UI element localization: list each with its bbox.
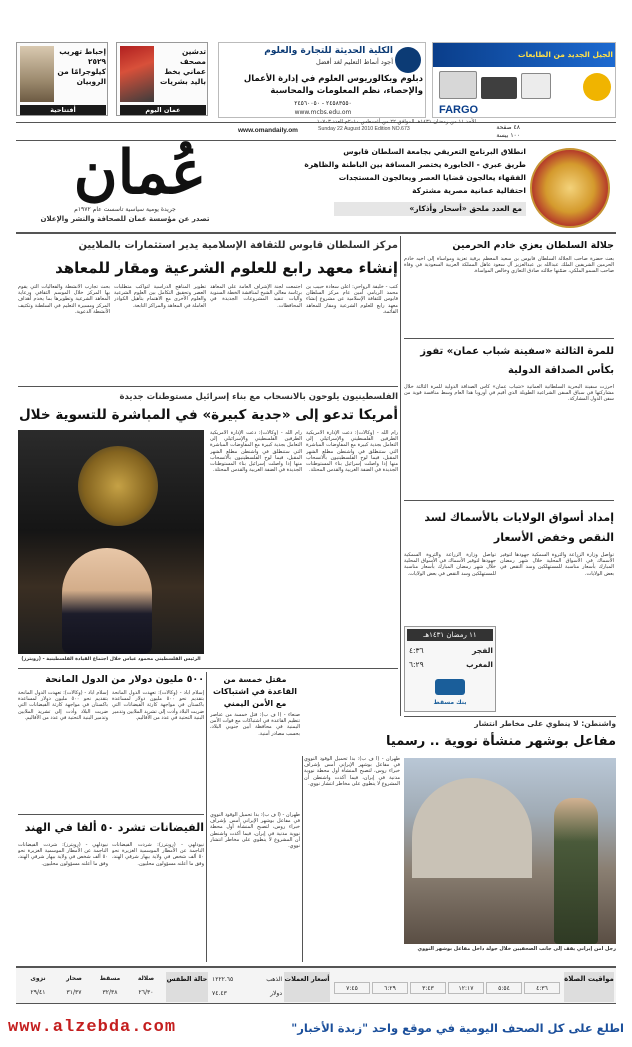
iran-column-divider bbox=[302, 756, 303, 962]
fargo-printer-2 bbox=[481, 77, 517, 99]
college-phone: ٢٤٥٨٣٥٥٠ - ٢٤٥٦٠٠٥٠ bbox=[294, 100, 352, 107]
pakistan-body-col-1: إسلام آباد - (وكالات): تعهدت الدول المانحة بتقديم نحو ٥٠٠ مليون دولار لمساعدة باكستان في مواجهة كارثة الفيضانات التي ضربت البلاد وأدت إلى تشريد الملايين وتدمير البنية التحتية في عدد من الأقاليم. bbox=[112, 690, 204, 721]
floods-headline[interactable]: الفيضانات تشرد ٥٠ ألفا في الهند bbox=[24, 821, 204, 834]
masthead-bottom-rule bbox=[16, 232, 616, 234]
ad-left-text: إحباط تهريب ٢٥٢٩ كيلوجرامًا من الروبيان bbox=[57, 47, 106, 86]
college-web[interactable]: www.mcbs.edu.om bbox=[294, 109, 352, 116]
masthead-date-en: Sunday 22 August 2010 Edition NO.673 bbox=[318, 126, 410, 132]
masthead-website[interactable]: www.omandaily.om bbox=[238, 127, 298, 134]
palestine-photo bbox=[18, 430, 204, 654]
college-ad[interactable] bbox=[218, 42, 426, 118]
fargo-note: الجيل الجديد من الطابعات bbox=[518, 50, 613, 59]
yemen-headline[interactable]: مقتل خمسة من القاعدة في اشتباكات مع الأمن اليمني bbox=[212, 675, 298, 708]
palestine-photo-person bbox=[62, 548, 152, 654]
banner-slogan: اطلع على كل الصحف اليومية في موقع واحد "زبدة الأخبار" bbox=[291, 1021, 624, 1035]
palestine-photo-emblem bbox=[78, 446, 158, 526]
fish-body-col2: تواصل وزارة الزراعة والثروة السمكية جهودها لتوفير الأسماك في الأسواق المحلية خلال شهر رمضان المبارك بأسعار مناسبة للمستهلكين وسد النقص في بعض الولايات. bbox=[404, 552, 496, 577]
prayer-maghrib-time: ٦:٢٩ bbox=[409, 660, 424, 669]
lead-col-2: اجتمعت لجنة الإشراف العامة على المعاهد برئاسة معالي الشيخ لمناقشة الخطة السنوية وآليات تنفيذ المشروعات الجديدة في المحافظات. bbox=[210, 284, 302, 309]
left-top-headline[interactable]: جلالة السلطان يعزي خادم الحرمين bbox=[452, 240, 614, 251]
footer-city-4-name: نزوى bbox=[30, 975, 46, 982]
bank-logo bbox=[435, 679, 465, 695]
prayer-box-title: ١١ رمضان ١٤٣١هـ bbox=[407, 629, 493, 641]
footer-info-bar bbox=[16, 966, 616, 1004]
footer-prayer-title: مواقيت الصلاة bbox=[564, 972, 614, 1002]
palestine-bottom-rule bbox=[18, 668, 398, 669]
footer-prayer-cell-1: ٤:٣٦ bbox=[524, 982, 560, 994]
iran-photo-building bbox=[412, 778, 532, 878]
palestine-caption: الرئيس الفلسطيني محمود عباس خلال اجتماع القيادة الفلسطينية - (رويترز) bbox=[21, 657, 201, 662]
floods-body-col-1: نيودلهي - (رويترز): شردت الفيضانات الناجمة عن الأمطار الموسمية الغزيرة نحو ٥٠ ألف شخص في ولاية بيهار شرقي الهند، وفق ما أعلنه مسؤولون محليون. bbox=[112, 842, 204, 867]
teaser-item-2[interactable]: طريق عبري - الخابورة يختصر المسافة بين الباطنة والظاهرة bbox=[304, 160, 526, 169]
footer-city-4-value: ٢٩/٤١ bbox=[30, 989, 46, 996]
footer-oil-label: دولار bbox=[270, 990, 282, 997]
iran-caption: رجل أمن إيراني يقف إلى جانب الصحفيين خلال جولة داخل مفاعل بوشهر النووي bbox=[417, 946, 616, 952]
footer-prayer-cell-6: ٧:٤٥ bbox=[334, 982, 370, 994]
prayer-fajr-label: الفجر bbox=[472, 646, 493, 655]
teaser-item-4[interactable]: احتفالية عمانية مصرية مشتركة bbox=[412, 186, 526, 195]
right-column-divider bbox=[400, 236, 401, 716]
college-line2: أجود أنماط التعليم لغد أفضل bbox=[315, 58, 393, 66]
ad-box-left[interactable] bbox=[16, 42, 108, 116]
iran-body-col-1: طهران - (أ ف ب): بدأ تحميل الوقود النووي في مفاعل بوشهر الإيراني أمس بإشراف خبراء روس، لتصبح المنشأة أول محطة نووية مدنية في إيران، فيما أكدت واشنطن أن المشروع لا ينطوي على مخاطر انتشار نووي. bbox=[304, 756, 400, 787]
fargo-logo bbox=[583, 73, 611, 101]
footer-prayer-cell-3: ١٢:١٧ bbox=[448, 982, 484, 994]
footer-city-2-value: ٣٢/٣٨ bbox=[102, 989, 118, 996]
left-rule-2 bbox=[404, 500, 614, 501]
ad-box-mid[interactable] bbox=[116, 42, 208, 116]
footer-oil-value: ٧٤.٤٣ bbox=[212, 990, 227, 997]
lead-col-3: تطوير المناهج الدراسية لتواكب متطلبات العصر وتحقيق التكامل بين العلوم الشرعية والعلوم الأخرى مع الاهتمام بتأهيل الكوادر العاملة في المعاهد والمراكز التابعة. bbox=[114, 284, 206, 309]
bank-note: بنك مسقط bbox=[433, 699, 467, 706]
lead-headline[interactable]: إنشاء معهد رابع للعلوم الشرعية ومقار للمعاهد bbox=[55, 259, 398, 277]
floods-body-col-2: نيودلهي - (رويترز): شردت الفيضانات الناجمة عن الأمطار الموسمية الغزيرة نحو ٥٠ ألف شخص في ولاية بيهار شرقي الهند، وفق ما أعلنه مسؤولون محليون. bbox=[18, 842, 108, 867]
lead-bottom-rule bbox=[18, 386, 398, 387]
iran-photo bbox=[404, 758, 616, 944]
lead-col-4: بحث تجارب الأنشطة والفعاليات التي يقوم بها المركز خلال الموسم الثقافي ورعاية المعاهد الشرعية وتطويرها بما يخدم أهداف المركز ومسيرة التعليم في السلطنة وتكثيف الأنشطة الدعوية. bbox=[18, 284, 110, 315]
iran-top-rule bbox=[404, 716, 616, 717]
footer-weather-title: حالة الطقس bbox=[166, 972, 208, 1002]
college-line3: دبلوم وبكالوريوس العلوم في إدارة الأعمال bbox=[243, 74, 423, 84]
fish-body: تواصل وزارة الزراعة والثروة السمكية جهودها لتوفير الأسماك في الأسواق المحلية خلال شهر رمضان المبارك بأسعار مناسبة للمستهلكين وسد النقص في بعض الولايات. bbox=[500, 552, 614, 577]
pakistan-bottom-rule bbox=[18, 814, 204, 815]
prayer-box bbox=[404, 626, 496, 712]
fish-headline[interactable]: إمداد أسواق الولايات بالأسماك لسد النقص وخفض الأسعار bbox=[424, 511, 614, 544]
footer-city-1-name: صلالة bbox=[137, 975, 155, 982]
masthead-tagline: جريدة يومية سياسية تأسست عام ١٩٧٢م bbox=[74, 206, 176, 213]
pakistan-headline[interactable]: ٥٠٠ مليون دولار من الدول المانحة bbox=[45, 674, 204, 685]
iran-headline[interactable]: مفاعل بوشهر منشأة نووية .. رسميا bbox=[386, 734, 616, 749]
ad-left-photo bbox=[20, 46, 54, 102]
prayer-fajr-time: ٤:٣٦ bbox=[409, 646, 424, 655]
teaser-item-3[interactable]: الفقهاء يعالجون قضايا العصر ويعالجون المستجدات bbox=[338, 173, 526, 182]
footer-prayer-cell-5: ٦:٢٩ bbox=[372, 982, 408, 994]
footer-city-3-value: ٣١/٣٧ bbox=[66, 989, 82, 996]
ship-headline[interactable]: للمرة الثالثة «سفينة شباب عمان» تفوز بكأس الصداقة الدولية bbox=[420, 346, 614, 376]
ad-mid-photo bbox=[120, 46, 154, 102]
footer-gold-value: ١٢٢٢.٦٥ bbox=[212, 976, 234, 983]
teaser-item-1[interactable]: انطلاق البرنامج التعريفي بجامعة السلطان قابوس bbox=[343, 147, 526, 156]
yemen-body: صنعاء - (أ ف ب): قتل خمسة من عناصر تنظيم القاعدة في اشتباكات مع قوات الأمن اليمنية في محافظة أبين جنوبي البلاد، بحسب مصادر أمنية. bbox=[210, 712, 300, 737]
ship-body: أحرزت سفينة البحرية السلطانية العمانية «شباب عمان» كأس الصداقة الدولية للمرة الثالثة خلال مشاركتها في سباق السفن الشراعية الطويلة الذي أقيم في أوروبا هذا العام وسط منافسة قوية من سفن الدول المشاركة. bbox=[404, 384, 614, 403]
footer-city-1-value: ٢٦/٣٠ bbox=[138, 989, 154, 996]
iran-photo-guard bbox=[554, 798, 598, 944]
iran-body-col-2: طهران - (أ ف ب): بدأ تحميل الوقود النووي في مفاعل بوشهر الإيراني أمس بإشراف خبراء روس، لتصبح المنشأة أول محطة نووية مدنية في إيران، فيما أكدت واشنطن أن المشروع لا ينطوي على مخاطر انتشار نووي. bbox=[210, 812, 300, 850]
fargo-printer-3 bbox=[521, 73, 551, 99]
footer-prayer-cell-2: ٥:٥٤ bbox=[486, 982, 522, 994]
palestine-body-col-2: رام الله - (وكالات): دعت الإدارة الأمريكية الطرفين الفلسطيني والإسرائيلي إلى التعامل بجدية كبيرة مع المفاوضات المباشرة التي ستنطلق في واشنطن مطلع الشهر المقبل، فيما لوح الفلسطينيون بالانسحاب منها إذا واصلت إسرائيل بناء المستوطنات الجديدة في الضفة الغربية والقدس المحتلة. bbox=[210, 430, 302, 474]
bottom-banner[interactable] bbox=[0, 1010, 632, 1047]
masthead-date-ar: الأحد ١١ من رمضان ١٤٣١هـ الموافق ٢٢ من أغسطس ٢٠١٠م العدد ١٠٧٠٣ bbox=[316, 119, 476, 125]
footer-city-2-name: مسقط bbox=[99, 975, 121, 982]
footer-city-3-name: صحار bbox=[66, 975, 82, 982]
masthead-teaser-list bbox=[244, 146, 526, 226]
fargo-brand: FARGO bbox=[439, 104, 479, 116]
masthead-emblem bbox=[530, 148, 610, 228]
footer-city-3 bbox=[56, 972, 92, 1002]
ad-mid-badge: عمان اليوم bbox=[120, 105, 206, 115]
footer-prayer-cell-4: ٣:٤٣ bbox=[410, 982, 446, 994]
palestine-headline[interactable]: أمريكا تدعو إلى «جدية كبيرة» في المباشرة للتسوية خلال bbox=[18, 407, 398, 423]
masthead-logo: عُمان bbox=[73, 140, 207, 206]
left-rule-1 bbox=[404, 338, 614, 339]
masthead-supplement[interactable]: مع العدد ملحق «أسحار وأذكار» bbox=[334, 202, 526, 216]
footer-city-2 bbox=[92, 972, 128, 1002]
ad-left-badge: أفتتاحية bbox=[20, 105, 106, 115]
fargo-ad[interactable] bbox=[432, 42, 616, 118]
palestine-body-col-1: رام الله - (وكالات): دعت الإدارة الأمريكية الطرفين الفلسطيني والإسرائيلي إلى التعامل بجدية كبيرة مع المفاوضات المباشرة التي ستنطلق في واشنطن مطلع الشهر المقبل، فيما لوح الفلسطينيون بالانسحاب منها إذا واصلت إسرائيل بناء المستوطنات الجديدة في الضفة الغربية والقدس المحتلة. bbox=[306, 430, 398, 474]
banner-url[interactable]: www.alzebda.com bbox=[8, 1018, 177, 1037]
pakistan-body-col-2: إسلام آباد - (وكالات): تعهدت الدول المانحة بتقديم نحو ٥٠٠ مليون دولار لمساعدة باكستان في مواجهة كارثة الفيضانات التي ضربت البلاد وأدت إلى تشريد الملايين وتدمير البنية التحتية في عدد من الأقاليم. bbox=[18, 690, 108, 721]
footer-city-1 bbox=[128, 972, 164, 1002]
footer-exchange-title: أسعار العملات bbox=[284, 972, 330, 1002]
college-line4: والإحصاء، نظم المعلومات والمحاسبة bbox=[270, 86, 423, 96]
lead-kicker: مركز السلطان قابوس للثقافة الإسلامية يدير استثمارات بالملايين bbox=[78, 240, 398, 251]
iran-kicker: واشنطن: لا ينطوي على مخاطر انتشار bbox=[474, 719, 616, 728]
footer-gold-label: الذهب bbox=[266, 976, 282, 983]
footer-city-4 bbox=[20, 972, 56, 1002]
palestine-kicker: الفلسطينيون يلوحون بالانسحاب مع بناء إسرائيل مستوطنات جديدة bbox=[119, 392, 398, 402]
masthead-price: ١٠٠ بيسة bbox=[496, 132, 520, 139]
left-top-body: بعث حضرة صاحب الجلالة السلطان قابوس بن سعيد المعظم برقية تعزية ومواساة إلى أخيه خادم الحرمين الشريفين الملك عبدالله بن عبدالعزيز آل سعود عاهل المملكة العربية السعودية في وفاة صاحب السمو الملكي، ضمّنها جلالته صادق التعازي وخالص المواساة. bbox=[404, 256, 614, 275]
lead-col-1: كتب - خليفة الرواحي: أعلن سعادة حبيب بن محمد الريامي أمين عام مركز السلطان قابوس للثقافة الإسلامية عن مشروع إنشاء معهد رابع للعلوم الشرعية ومقار للمعاهد القائمة. bbox=[306, 284, 398, 315]
prayer-maghrib-label: المغرب bbox=[466, 660, 493, 669]
masthead-pages: ٤٨ صفحة bbox=[496, 124, 520, 131]
masthead-publisher: تصدر عن مؤسسة عمان للصحافة والنشر والإعلان bbox=[40, 215, 210, 223]
college-logo bbox=[395, 47, 421, 73]
center-column-divider bbox=[206, 672, 207, 962]
fargo-printer-1 bbox=[439, 71, 477, 99]
ad-mid-text: تدشين مصحف عماني بخط باليد بشريات bbox=[159, 47, 206, 86]
college-title: الكلية الحديثة للتجارة والعلوم bbox=[264, 46, 393, 56]
